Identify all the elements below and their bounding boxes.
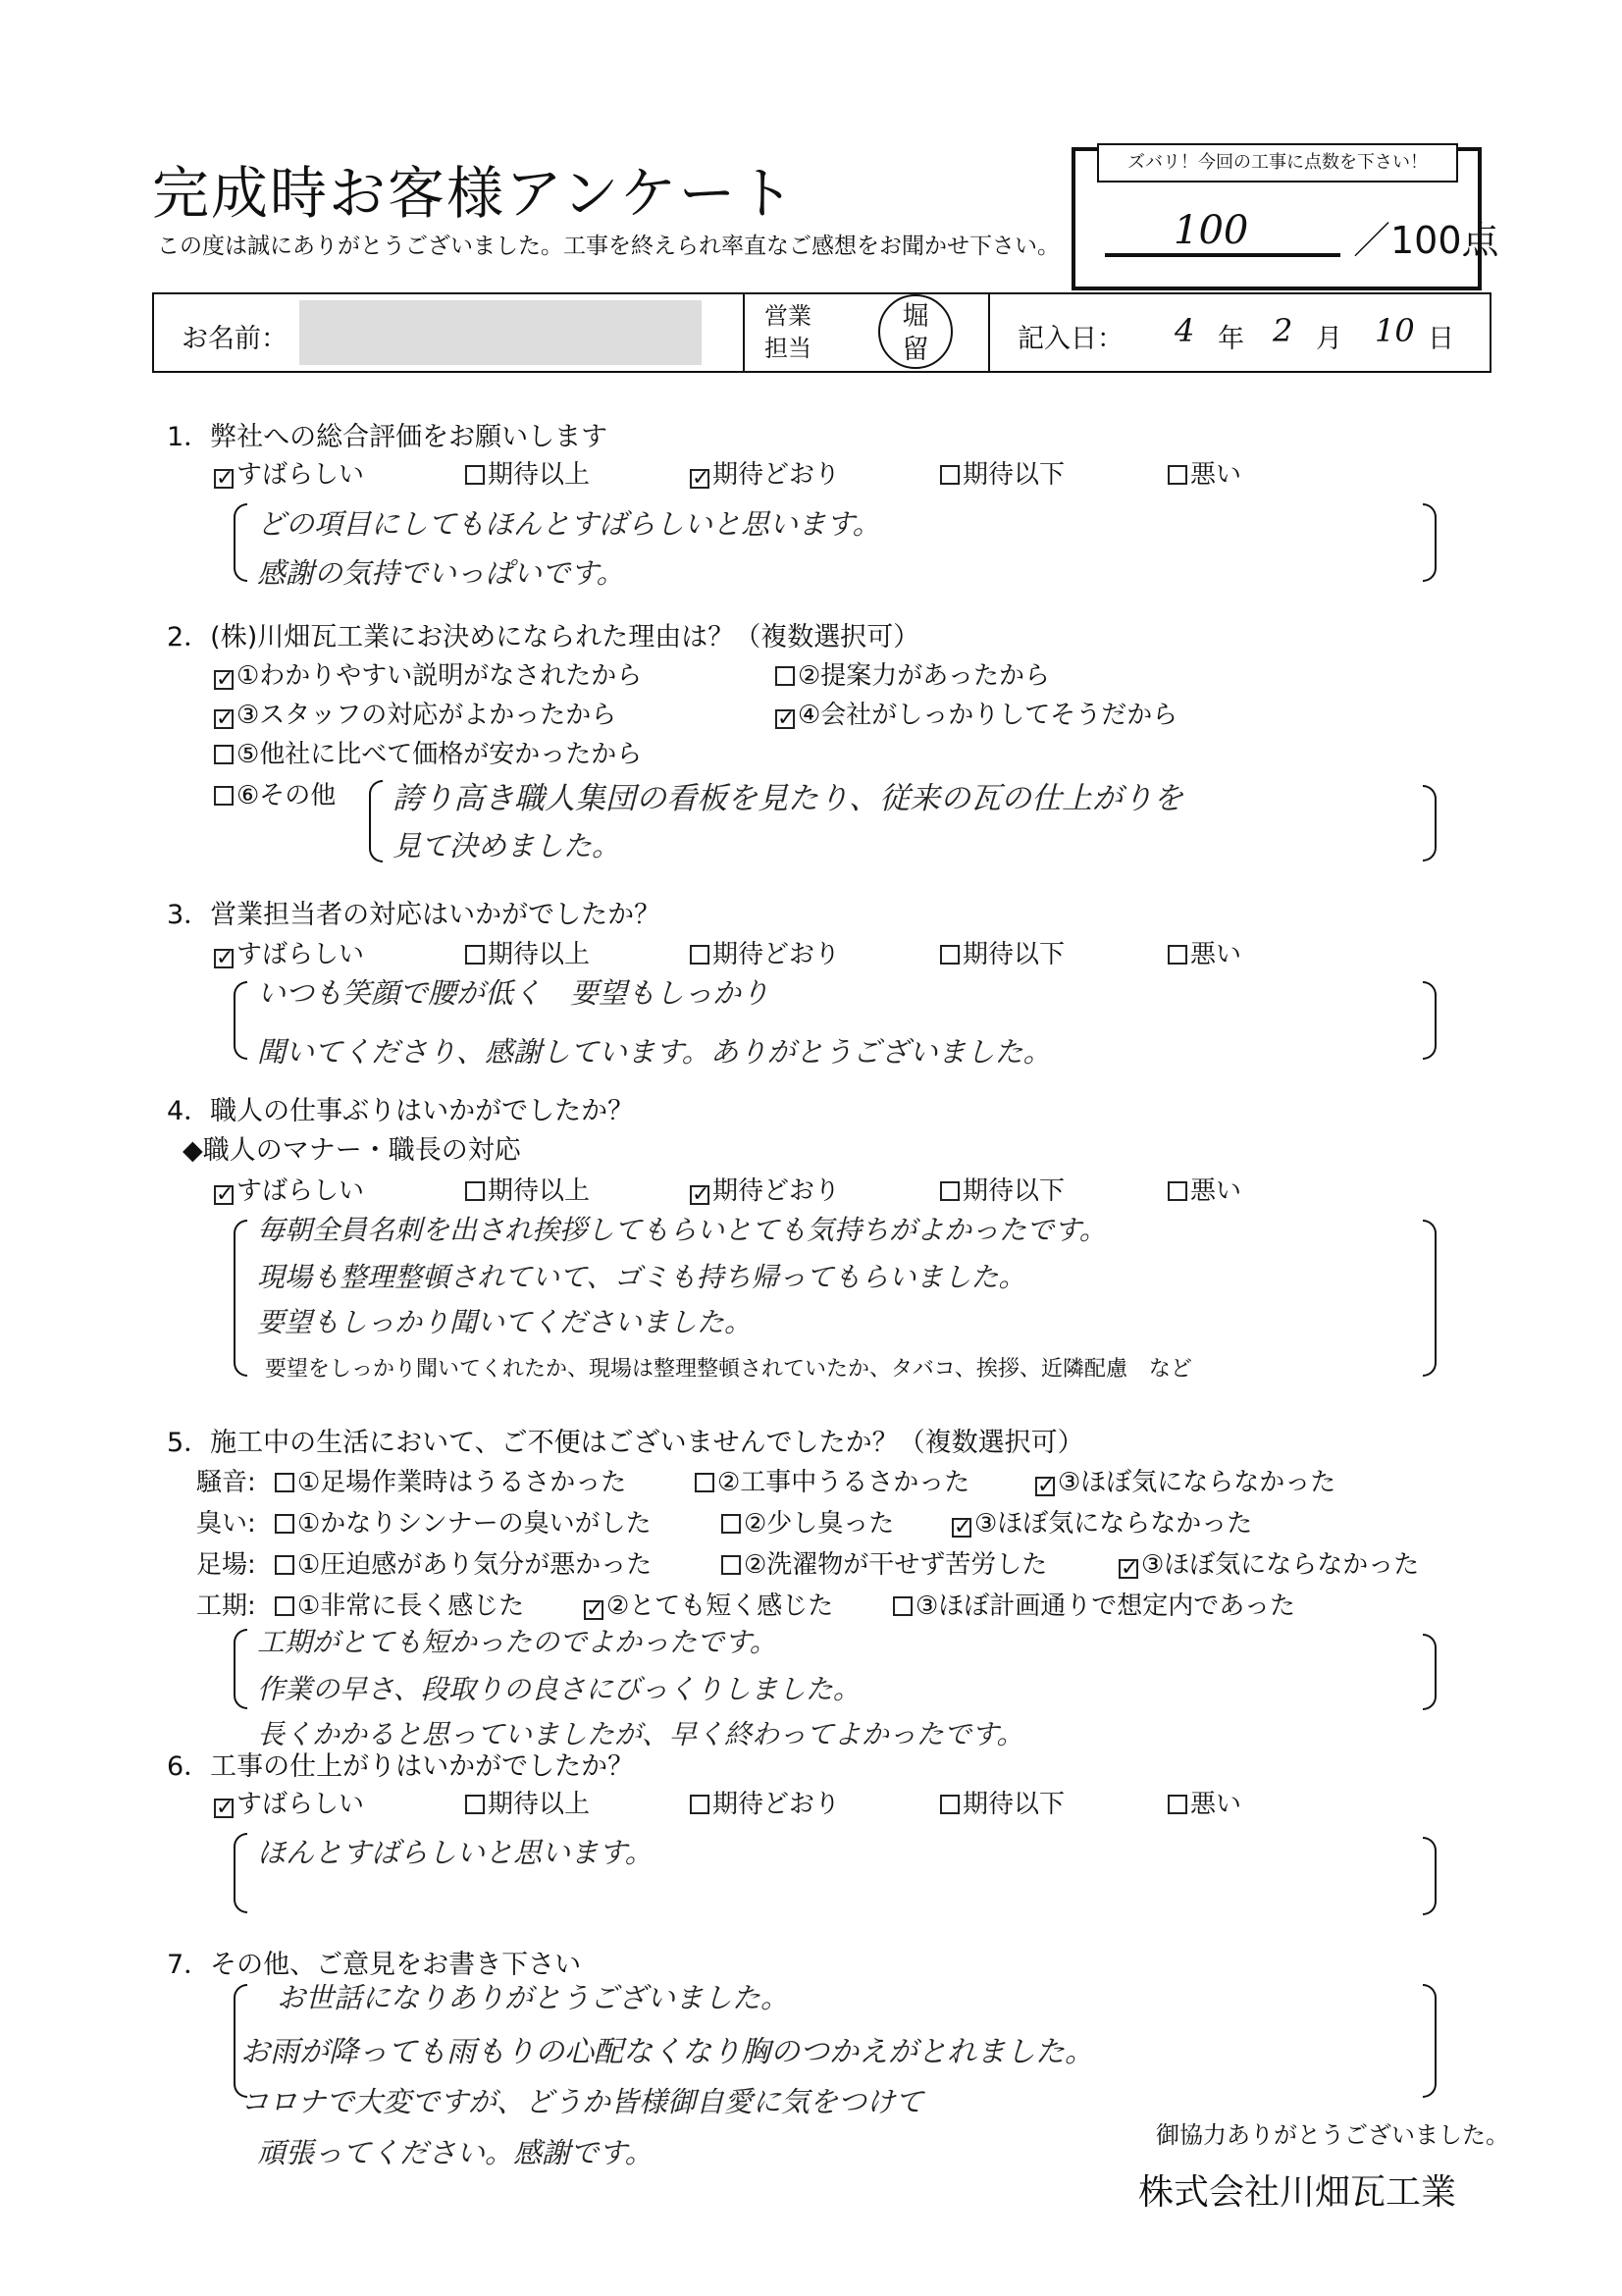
checkbox[interactable] bbox=[275, 1555, 294, 1575]
sales-rep-label: 営業 担当 bbox=[764, 302, 811, 362]
date-day: 10 bbox=[1375, 312, 1415, 349]
q6-options bbox=[214, 1784, 1293, 1820]
q4-title: 4．職人の仕事ぶりはいかがでしたか？ bbox=[167, 1096, 635, 1126]
q5-row-label: 騒音: bbox=[196, 1468, 256, 1497]
q3-option[interactable]: 期待どおり bbox=[690, 934, 840, 970]
name-label: お名前： bbox=[182, 324, 288, 354]
checkbox[interactable] bbox=[275, 1473, 294, 1492]
q3-option[interactable]: 期待以上 bbox=[465, 934, 590, 970]
checkbox[interactable]: ✓ bbox=[586, 1597, 604, 1622]
q1-option[interactable]: ✓期待どおり bbox=[692, 460, 841, 491]
q6-option[interactable]: 期待以下 bbox=[940, 1784, 1065, 1820]
date-label: 記入日： bbox=[1018, 324, 1124, 354]
bracket-left bbox=[369, 780, 383, 862]
q5-option[interactable]: ①圧迫感があり気分が悪かった bbox=[275, 1544, 652, 1581]
bracket-right bbox=[1423, 1984, 1437, 2098]
checkbox[interactable] bbox=[275, 1596, 294, 1616]
checkbox[interactable] bbox=[465, 1795, 485, 1814]
date-year-unit: 年 bbox=[1218, 324, 1244, 354]
checkbox[interactable] bbox=[940, 945, 960, 965]
checkbox[interactable]: ✓ bbox=[216, 466, 235, 491]
survey-subtitle: この度は誠にありがとうございました。工事を終えられ率直なご感想をお聞かせ下さい。 bbox=[157, 234, 1060, 259]
checkbox[interactable] bbox=[940, 1181, 960, 1201]
q1-comment-line: 感謝の気持でいっぱいです。 bbox=[257, 556, 625, 590]
q5-option[interactable]: ①足場作業時はうるさかった bbox=[275, 1462, 626, 1498]
q1-option[interactable]: 悪い bbox=[1168, 454, 1241, 491]
bracket-left bbox=[234, 1833, 247, 1913]
bracket-right bbox=[1423, 503, 1437, 582]
score-value: 100 bbox=[1174, 208, 1249, 253]
q1-options bbox=[214, 454, 1293, 491]
checkbox[interactable] bbox=[690, 945, 709, 965]
q3-comment-line: いつも笑顔で腰が低く 要望もしっかり bbox=[257, 976, 770, 1010]
q4-option[interactable]: ✓すばらしい bbox=[216, 1176, 365, 1207]
bracket-right bbox=[1423, 1220, 1437, 1377]
q5-option[interactable]: ✓②とても短く感じた bbox=[586, 1592, 834, 1622]
q5-option[interactable]: ✓③ほぼ気にならなかった bbox=[1037, 1468, 1336, 1498]
checkbox[interactable]: ✓ bbox=[1121, 1556, 1139, 1581]
q5-comment-line: 工期がとても短かったのでよかったです。 bbox=[257, 1626, 777, 1658]
checkbox[interactable] bbox=[275, 1514, 294, 1534]
divider bbox=[743, 294, 745, 371]
q6-comment-line: ほんとすばらしいと思います。 bbox=[257, 1836, 654, 1869]
q2-title: 2．(株)川畑瓦工業にお決めになられた理由は？（複数選択可） bbox=[167, 622, 920, 652]
q3-title: 3．営業担当者の対応はいかがでしたか？ bbox=[167, 900, 661, 930]
q4-hint: 要望をしっかり聞いてくれたか、現場は整理整頓されていたか、タバコ、挨拶、近隣配慮 など bbox=[265, 1357, 1192, 1382]
q2-option[interactable]: ⑥その他 bbox=[214, 775, 336, 811]
q3-options bbox=[214, 934, 1293, 970]
q5-row-label: 足場: bbox=[196, 1550, 256, 1580]
bracket-right bbox=[1423, 981, 1437, 1060]
q5-row-label: 臭い: bbox=[196, 1509, 256, 1539]
checkbox[interactable]: ✓ bbox=[692, 1182, 710, 1207]
score-underline bbox=[1105, 253, 1340, 257]
checkbox[interactable] bbox=[1168, 465, 1187, 485]
q2-comment-line: 見て決めました。 bbox=[392, 829, 621, 862]
date-day-unit: 日 bbox=[1428, 324, 1454, 354]
checkbox[interactable] bbox=[721, 1555, 741, 1575]
bracket-left bbox=[234, 503, 247, 582]
bracket-left bbox=[234, 1629, 247, 1709]
bracket-right bbox=[1423, 1634, 1437, 1710]
q6-option[interactable]: 悪い bbox=[1168, 1784, 1241, 1820]
q2-option[interactable]: ✓④会社がしっかりしてそうだから bbox=[777, 701, 1178, 731]
checkbox[interactable]: ✓ bbox=[216, 667, 235, 692]
q5-option[interactable]: ①かなりシンナーの臭いがした bbox=[275, 1503, 652, 1539]
bracket-right bbox=[1423, 1837, 1437, 1915]
rep-seal: 堀 留 bbox=[878, 294, 953, 369]
q4-option[interactable]: 期待以上 bbox=[465, 1171, 590, 1207]
score-prompt: ズバリ！今回の工事に点数を下さい！ bbox=[1097, 143, 1458, 183]
checkbox[interactable] bbox=[721, 1514, 741, 1534]
checkbox[interactable]: ✓ bbox=[1037, 1474, 1056, 1498]
checkbox[interactable] bbox=[690, 1795, 709, 1814]
checkbox[interactable] bbox=[695, 1473, 714, 1492]
checkbox[interactable] bbox=[775, 666, 795, 686]
q2-option[interactable]: ⑤他社に比べて価格が安かったから bbox=[214, 734, 642, 770]
q1-option[interactable]: 期待以下 bbox=[940, 454, 1065, 491]
checkbox[interactable] bbox=[893, 1596, 913, 1616]
q5-row-label: 工期: bbox=[196, 1592, 256, 1621]
thanks-note: 御協力ありがとうございました。 bbox=[1156, 2121, 1509, 2149]
q5-option[interactable]: ✓③ほぼ気にならなかった bbox=[1121, 1550, 1420, 1581]
q1-option[interactable]: 期待以上 bbox=[465, 454, 590, 491]
checkbox[interactable]: ✓ bbox=[216, 946, 235, 970]
q5-option[interactable]: ①非常に長く感じた bbox=[275, 1586, 524, 1622]
checkbox[interactable] bbox=[214, 745, 234, 764]
q6-option[interactable]: ✓すばらしい bbox=[216, 1790, 365, 1820]
bracket-left bbox=[234, 1220, 247, 1377]
q4-comment-line: 毎朝全員名刺を出され挨拶してもらいとても気持ちがよかったです。 bbox=[257, 1214, 1107, 1246]
q4-comment-line: 要望もしっかり聞いてくださいました。 bbox=[257, 1306, 753, 1338]
checkbox[interactable]: ✓ bbox=[954, 1515, 972, 1539]
company-name: 株式会社川畑瓦工業 bbox=[1138, 2172, 1457, 2213]
survey-title: 完成時お客様アンケート bbox=[152, 160, 797, 227]
q7-comment-line: コロナで大変ですが、どうか皆様御自愛に気をつけて bbox=[240, 2085, 924, 2118]
q7-title: 7．その他、ご意見をお書き下さい bbox=[167, 1950, 582, 1980]
checkbox[interactable] bbox=[940, 1795, 960, 1814]
q1-option[interactable]: ✓すばらしい bbox=[216, 460, 365, 491]
q2-option[interactable]: ✓①わかりやすい説明がなされたから bbox=[216, 661, 643, 692]
checkbox[interactable] bbox=[1168, 1181, 1187, 1201]
q6-option[interactable]: 期待以上 bbox=[465, 1784, 590, 1820]
q3-comment-line: 聞いてくださり、感謝しています。ありがとうございました。 bbox=[257, 1035, 1052, 1069]
q7-comment-line: 頑張ってください。感謝です。 bbox=[257, 2136, 654, 2169]
checkbox[interactable]: ✓ bbox=[777, 706, 796, 731]
q4-subtitle: ◆職人のマナー・職長の対応 bbox=[183, 1135, 521, 1166]
bracket-right bbox=[1423, 785, 1437, 861]
q1-comment-line: どの項目にしてもほんとすばらしいと思います。 bbox=[257, 507, 881, 541]
q2-option[interactable]: ✓③スタッフの対応がよかったから bbox=[216, 701, 617, 731]
q5-comment-line: 長くかかると思っていましたが、早く終わってよかったです。 bbox=[257, 1718, 1024, 1750]
checkbox[interactable] bbox=[1168, 1795, 1187, 1814]
q2-comment-line: 誇り高き職人集団の看板を見たり、従来の瓦の仕上がりを bbox=[392, 781, 1183, 816]
date-month-unit: 月 bbox=[1316, 324, 1342, 354]
checkbox[interactable] bbox=[465, 945, 485, 965]
score-box bbox=[1072, 147, 1499, 290]
q5-option[interactable]: ②洗濯物が干せず苦労した bbox=[721, 1544, 1047, 1581]
q6-option[interactable]: 期待どおり bbox=[690, 1784, 840, 1820]
divider bbox=[988, 294, 990, 371]
q2-option[interactable]: ②提案力があったから bbox=[775, 655, 1050, 692]
checkbox[interactable] bbox=[940, 465, 960, 485]
customer-info-bar bbox=[152, 292, 1491, 373]
checkbox[interactable]: ✓ bbox=[692, 466, 710, 491]
date-month: 2 bbox=[1273, 312, 1293, 349]
checkbox[interactable]: ✓ bbox=[216, 1182, 235, 1207]
q1-title: 1．弊社への総合評価をお願いします bbox=[167, 422, 608, 452]
bracket-left bbox=[234, 981, 247, 1060]
checkbox[interactable]: ✓ bbox=[216, 706, 235, 731]
date-year: 4 bbox=[1175, 312, 1195, 349]
q3-option[interactable]: 悪い bbox=[1168, 934, 1241, 970]
q6-title: 6．工事の仕上がりはいかがでしたか？ bbox=[167, 1751, 635, 1782]
q4-option[interactable]: 悪い bbox=[1168, 1171, 1241, 1207]
q4-comment-line: 現場も整理整頓されていて、ゴミも持ち帰ってもらいました。 bbox=[257, 1261, 1026, 1293]
q4-option[interactable]: ✓期待どおり bbox=[692, 1176, 841, 1207]
q3-option[interactable]: 期待以下 bbox=[940, 934, 1065, 970]
q5-option[interactable]: ✓③ほぼ気にならなかった bbox=[954, 1509, 1253, 1539]
checkbox[interactable] bbox=[214, 786, 234, 806]
q5-comment-line: 作業の早さ、段取りの良さにびっくりしました。 bbox=[257, 1673, 861, 1705]
q7-comment-line: お雨が降っても雨もりの心配なくなり胸のつかえがとれました。 bbox=[240, 2035, 1094, 2069]
checkbox[interactable]: ✓ bbox=[216, 1796, 235, 1820]
checkbox[interactable] bbox=[1168, 945, 1187, 965]
q4-option[interactable]: 期待以下 bbox=[940, 1171, 1065, 1207]
q5-title: 5．施工中の生活において、ご不便はございませんでしたか？（複数選択可） bbox=[167, 1428, 1084, 1458]
q5-option[interactable]: ②工事中うるさかった bbox=[695, 1462, 969, 1498]
q5-option[interactable]: ③ほぼ計画通りで想定内であった bbox=[893, 1586, 1295, 1622]
q5-option[interactable]: ②少し臭った bbox=[721, 1503, 894, 1539]
score-total: ／100点 bbox=[1353, 219, 1499, 262]
checkbox[interactable] bbox=[465, 1181, 485, 1201]
q7-comment-line: お世話になりありがとうございました。 bbox=[277, 1981, 790, 2014]
checkbox[interactable] bbox=[465, 465, 485, 485]
q4-options bbox=[214, 1171, 1293, 1207]
name-redacted-field bbox=[299, 300, 702, 365]
q3-option[interactable]: ✓すばらしい bbox=[216, 940, 365, 970]
